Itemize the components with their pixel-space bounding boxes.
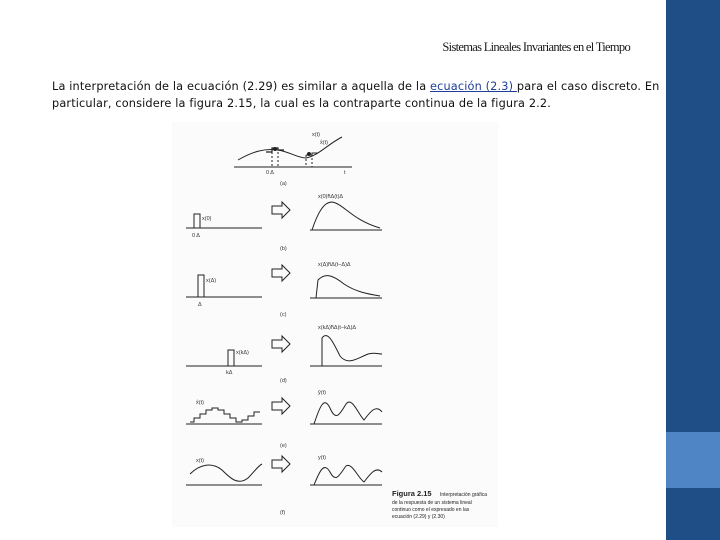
top-tick-2: t	[344, 170, 346, 176]
left-label-f: x(t)	[196, 458, 204, 464]
top-x-label: x(t)	[312, 132, 320, 138]
left-column-plots	[186, 214, 262, 485]
right-label-b: x(0)h̃Δ(t)Δ	[318, 194, 344, 200]
paragraph-text-1: La interpretación de la ecuación (2.29) es similar a aquella de la	[52, 80, 431, 93]
right-label-f: y(t)	[318, 455, 326, 461]
top-tick-1: 0 Δ	[266, 170, 274, 176]
arrows-column	[272, 202, 290, 472]
right-label-c: x(Δ)h̃Δ(t−Δ)Δ	[318, 262, 351, 268]
top-xhat-label: x̂(t)	[320, 140, 328, 146]
left-label-d: x(kΔ)	[236, 350, 249, 356]
sidebar-divider	[664, 0, 666, 540]
panel-label-c: (c)	[280, 312, 287, 318]
left-label-c: x(Δ)	[206, 278, 217, 284]
equation-link[interactable]: ecuación (2.3)	[430, 80, 517, 93]
sidebar-light-block	[666, 432, 720, 488]
figure-2-15	[172, 122, 498, 527]
right-label-e: ŷ(t)	[318, 390, 326, 396]
left-label-e: x̂(t)	[196, 400, 204, 406]
caption-line-1: Interpretación gráfica	[440, 492, 487, 498]
caption-line-3: continuo como el expresado en las	[392, 507, 470, 513]
right-column-plots	[310, 202, 382, 485]
paragraph-text-2: para el caso discreto. En particular, considere la figura 2.15, la cual es la contraparte continua de la figura 2.2.	[52, 80, 660, 110]
tick-b: 0 Δ	[192, 233, 200, 239]
panel-label-f: (f)	[280, 510, 286, 516]
panel-label-d: (d)	[280, 378, 287, 384]
caption-line-2: de la respuesta de un sistema lineal	[392, 500, 472, 506]
caption-line-4: ecuación (2.29) y (2.30)	[392, 514, 445, 520]
slide-header: Sistemas Lineales Invariantes en el Tiempo	[442, 40, 630, 54]
left-label-b: x(0)	[202, 216, 212, 222]
panel-a-plot	[234, 137, 352, 167]
caption-title: Figura 2.15	[392, 489, 432, 498]
panel-label-b: (b)	[280, 246, 287, 252]
body-paragraph	[52, 78, 662, 112]
tick-c: Δ	[198, 302, 202, 308]
tick-d: kΔ	[226, 370, 233, 376]
panel-label-e: (e)	[280, 443, 287, 449]
right-label-d: x(kΔ)h̃Δ(t−kΔ)Δ	[318, 325, 357, 331]
panel-label-a: (a)	[280, 181, 287, 187]
